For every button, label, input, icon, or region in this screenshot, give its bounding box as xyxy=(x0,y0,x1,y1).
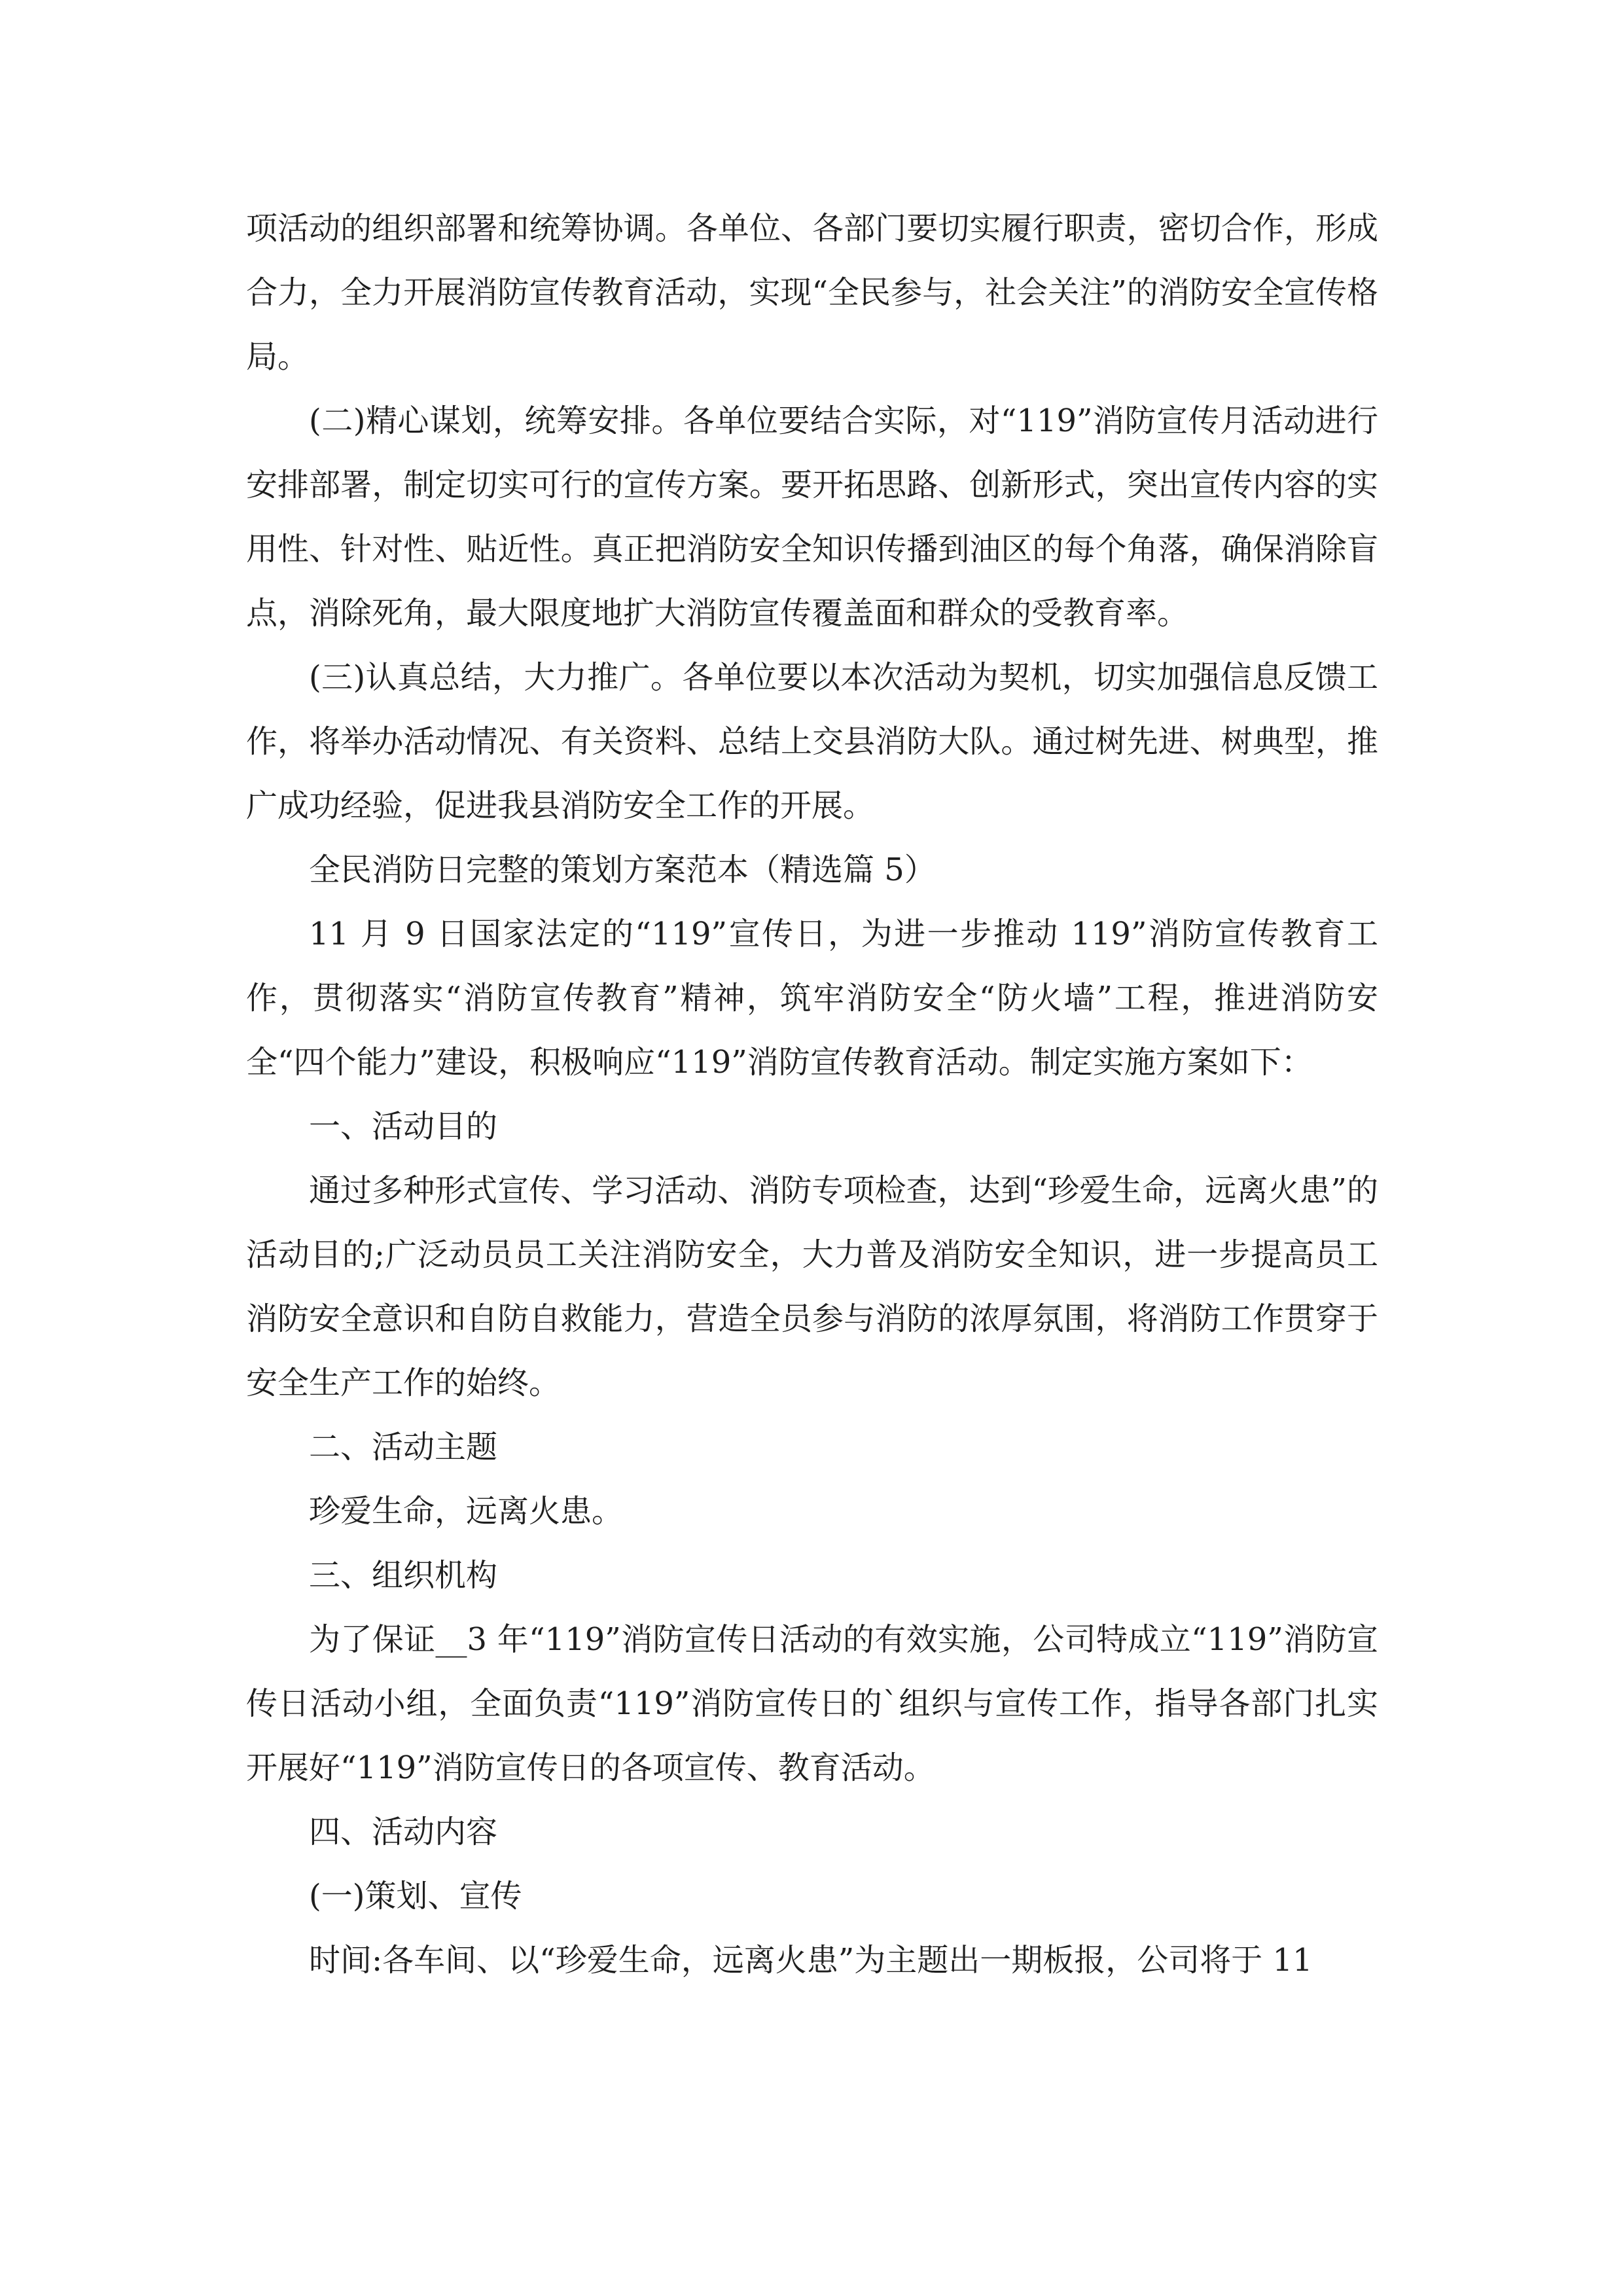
heading-activity-purpose: 一、活动目的 xyxy=(309,1108,498,1145)
heading-organization: 三、组织机构 xyxy=(309,1557,498,1594)
paragraph-intro: 11 月 9 日国家法定的“119”宣传日，为进一步推动 119”消防宣传教育工作，贯彻落实“消防宣传教育”精神，筑牢消防安全“防火墙”工程，推进消防安全“四个能力”建设，积极响应“119”消防宣传教育活动。制定实施方案如下： xyxy=(246,916,1378,1081)
paragraph-activity-purpose: 通过多种形式宣传、学习活动、消防专项检查，达到“珍爱生命，远离火患”的活动目的;广泛动员员工关注消防安全，大力普及消防安全知识，进一步提高员工消防安全意识和自防自救能力，营造全员参与消防的浓厚氛围，将消防工作贯穿于安全生产工作的始终。 xyxy=(246,1172,1378,1401)
paragraph-item-two: (二)精心谋划，统筹安排。各单位要结合实际，对“119”消防宣传月活动进行安排部署，制定切实可行的宣传方案。要开拓思路、创新形式，突出宣传内容的实用性、针对性、贴近性。真正把消防安全知识传播到油区的每个角落，确保消除盲点，消除死角，最大限度地扩大消防宣传覆盖面和群众的受教育率。 xyxy=(246,403,1378,632)
heading-planning-publicity: (一)策划、宣传 xyxy=(309,1878,522,1914)
paragraph-time: 时间:各车间、以“珍爱生命，远离火患”为主题出一期板报，公司将于 11 xyxy=(309,1942,1313,1979)
paragraph-organization: 为了保证__3 年“119”消防宣传日活动的有效实施，公司特成立“119”消防宣传日活动小组，全面负责“119”消防宣传日的`组织与宣传工作，指导各部门扎实开展好“119”消防宣传日的各项宣传、教育活动。 xyxy=(246,1621,1378,1786)
paragraph-item-three: (三)认真总结，大力推广。各单位要以本次活动为契机，切实加强信息反馈工作，将举办活动情况、有关资料、总结上交县消防大队。通过树先进、树典型，推广成功经验，促进我县消防安全工作的开展。 xyxy=(246,659,1378,824)
paragraph-continuation: 项活动的组织部署和统筹协调。各单位、各部门要切实履行职责，密切合作，形成合力，全力开展消防宣传教育活动，实现“全民参与，社会关注”的消防安全宣传格局。 xyxy=(246,210,1378,375)
document-body xyxy=(246,196,1378,1992)
heading-activity-content: 四、活动内容 xyxy=(309,1814,498,1850)
heading-activity-theme: 二、活动主题 xyxy=(309,1429,498,1465)
section-title: 全民消防日完整的策划方案范本（精选篇 5） xyxy=(309,852,936,888)
paragraph-activity-theme: 珍爱生命，远离火患。 xyxy=(309,1493,624,1530)
